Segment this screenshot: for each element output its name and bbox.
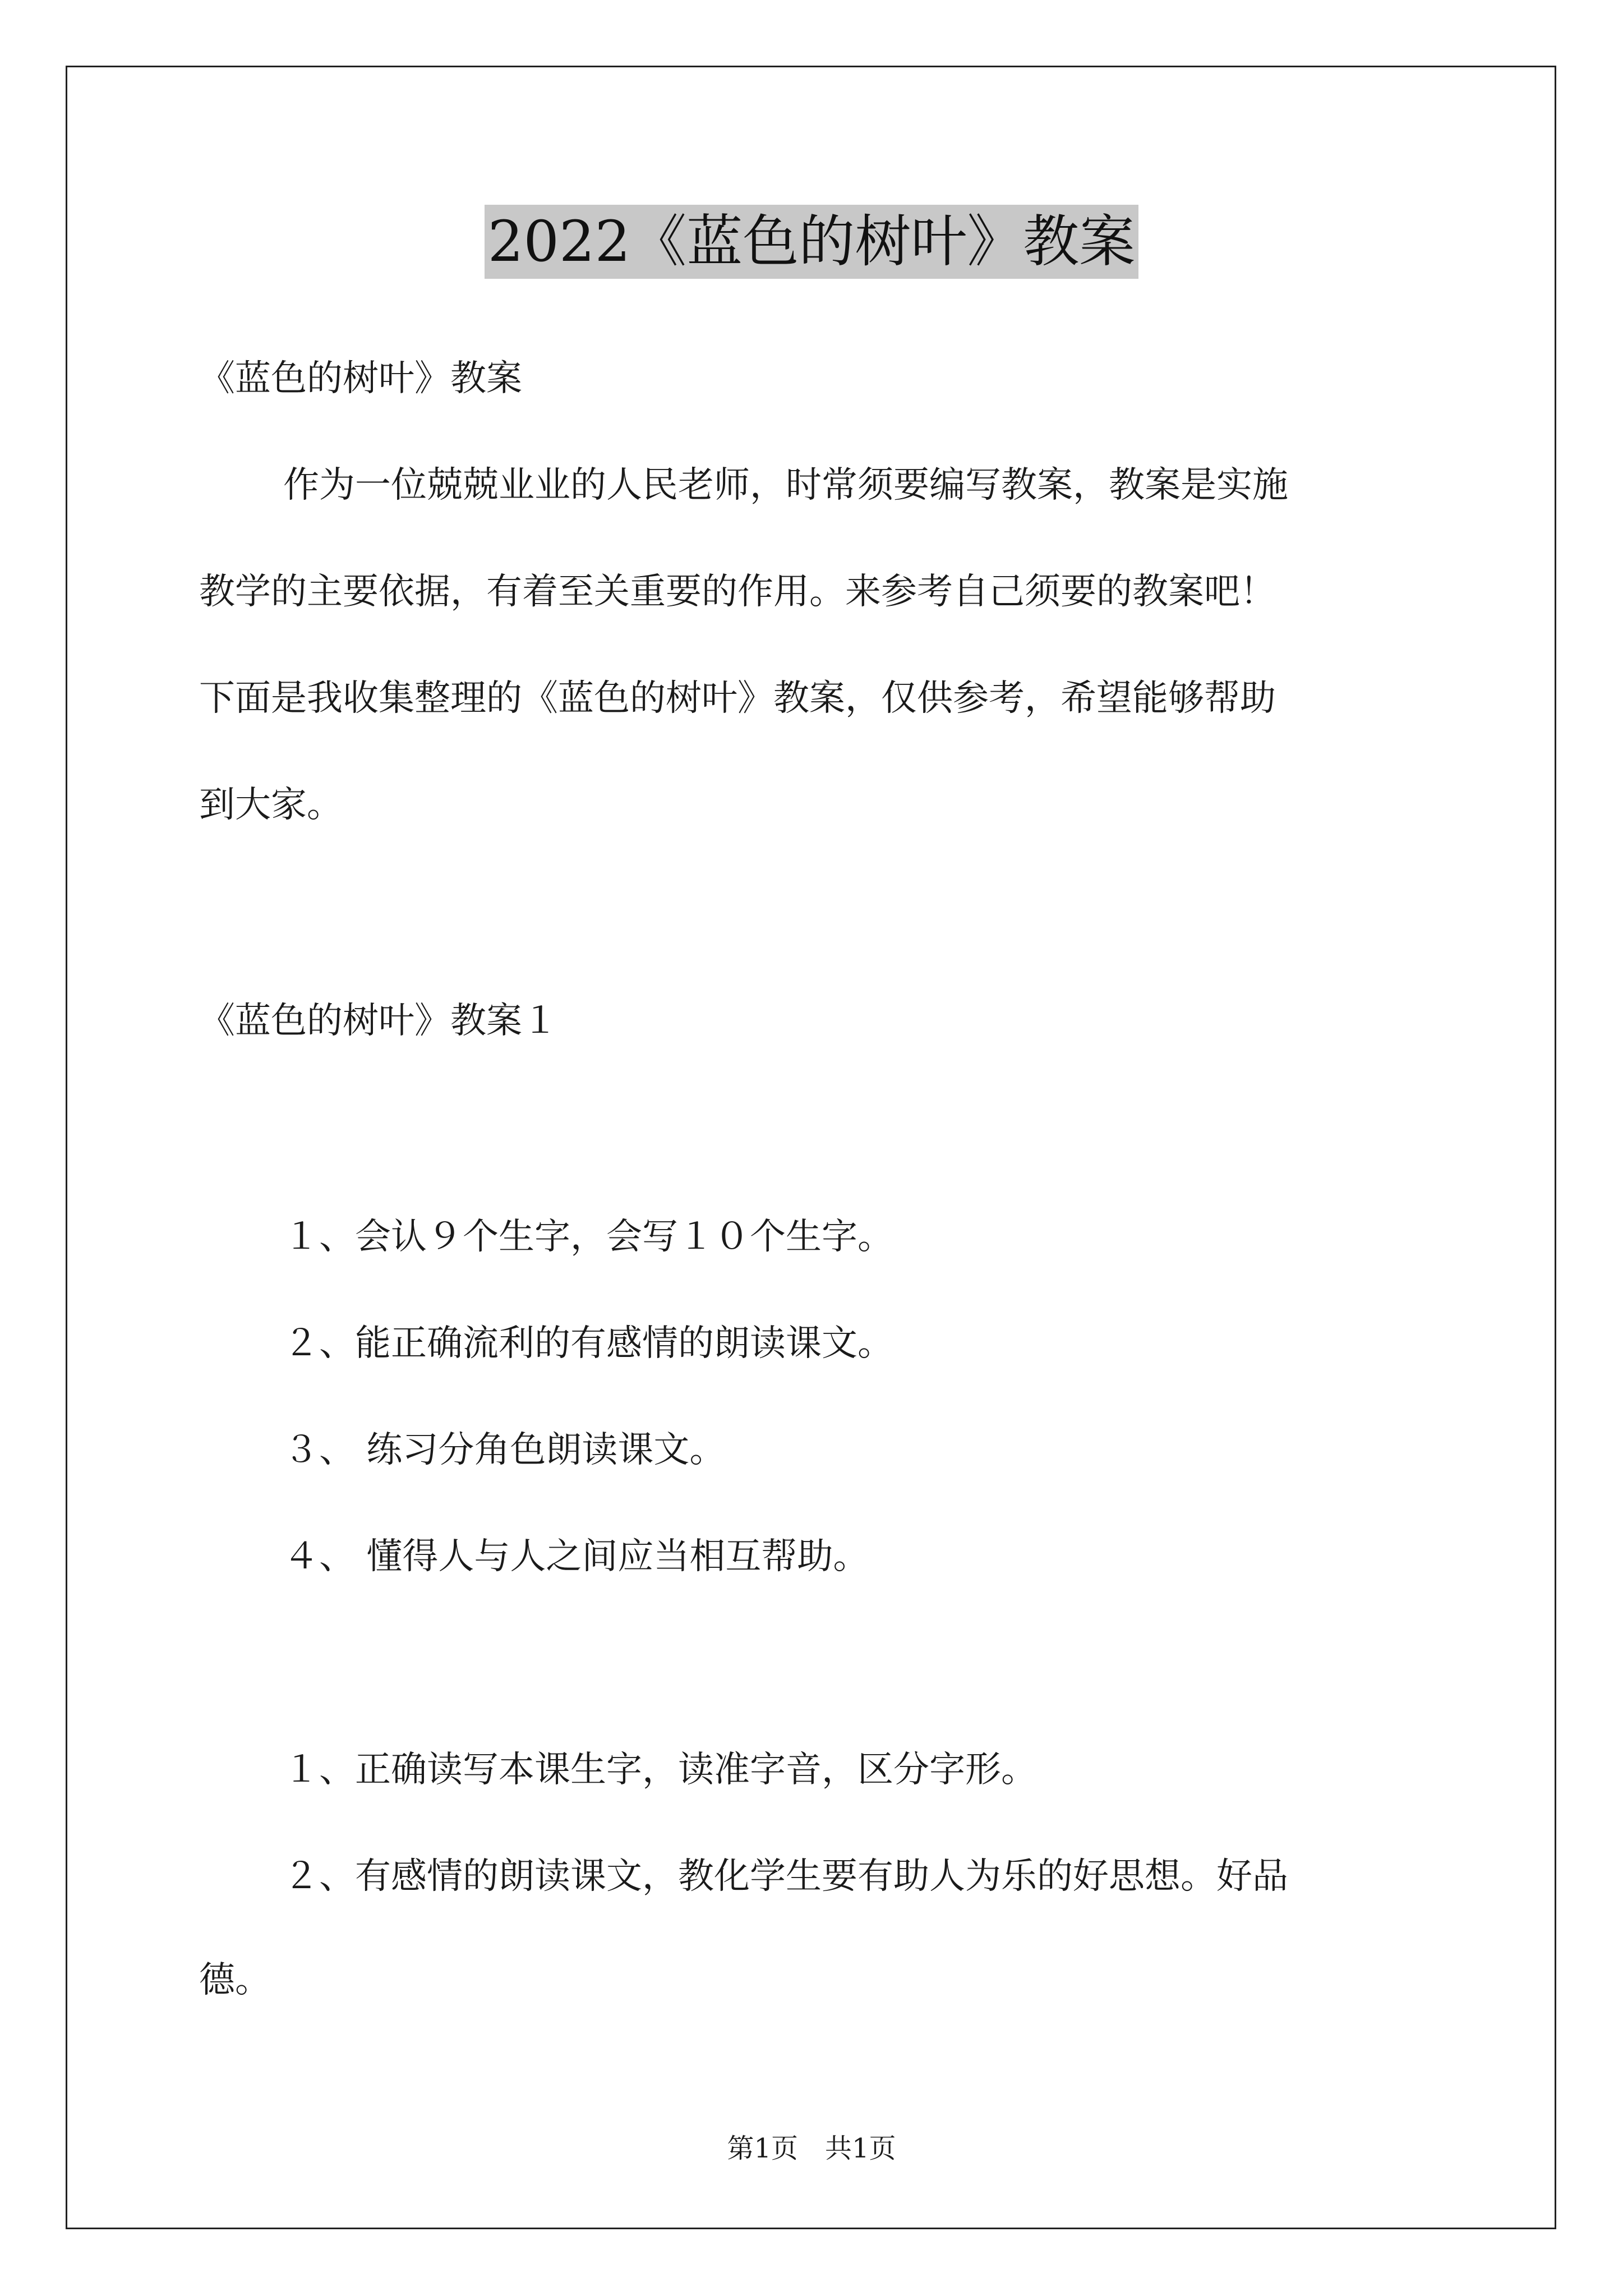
intro-line-3: 下面是我收集整理的《蓝色的树叶》教案，仅供参考，希望能够帮助	[199, 678, 1276, 719]
goal-item-3: ３、 练习分角色朗读课文。	[283, 1429, 726, 1471]
title-container	[0, 205, 1623, 279]
focus-item-2-continuation: 德。	[199, 1959, 271, 2001]
focus-item-2: ２、有感情的朗读课文，教化学生要有助人为乐的好思想。好品	[283, 1856, 1288, 1897]
intro-line-1: 作为一位兢兢业业的人民老师，时常须要编写教案，教案是实施	[283, 464, 1288, 506]
intro-line-2: 教学的主要依据，有着至关重要的作用。来参考自己须要的教案吧！	[199, 571, 1276, 613]
focus-item-1: １、正确读写本课生字，读准字音，区分字形。	[283, 1749, 1037, 1791]
document-title: 2022《蓝色的树叶》教案	[485, 205, 1139, 279]
intro-line-4: 到大家。	[199, 784, 343, 826]
document-subtitle: 《蓝色的树叶》教案	[199, 358, 522, 399]
goal-item-4: ４、 懂得人与人之间应当相互帮助。	[283, 1536, 869, 1577]
goal-item-2: ２、能正确流利的有感情的朗读课文。	[283, 1323, 893, 1364]
page-footer: 第1页 共1页	[727, 2133, 896, 2164]
goal-item-1: １、会认９个生字，会写１０个生字。	[283, 1216, 893, 1258]
section-heading: 《蓝色的树叶》教案１	[199, 1000, 558, 1042]
